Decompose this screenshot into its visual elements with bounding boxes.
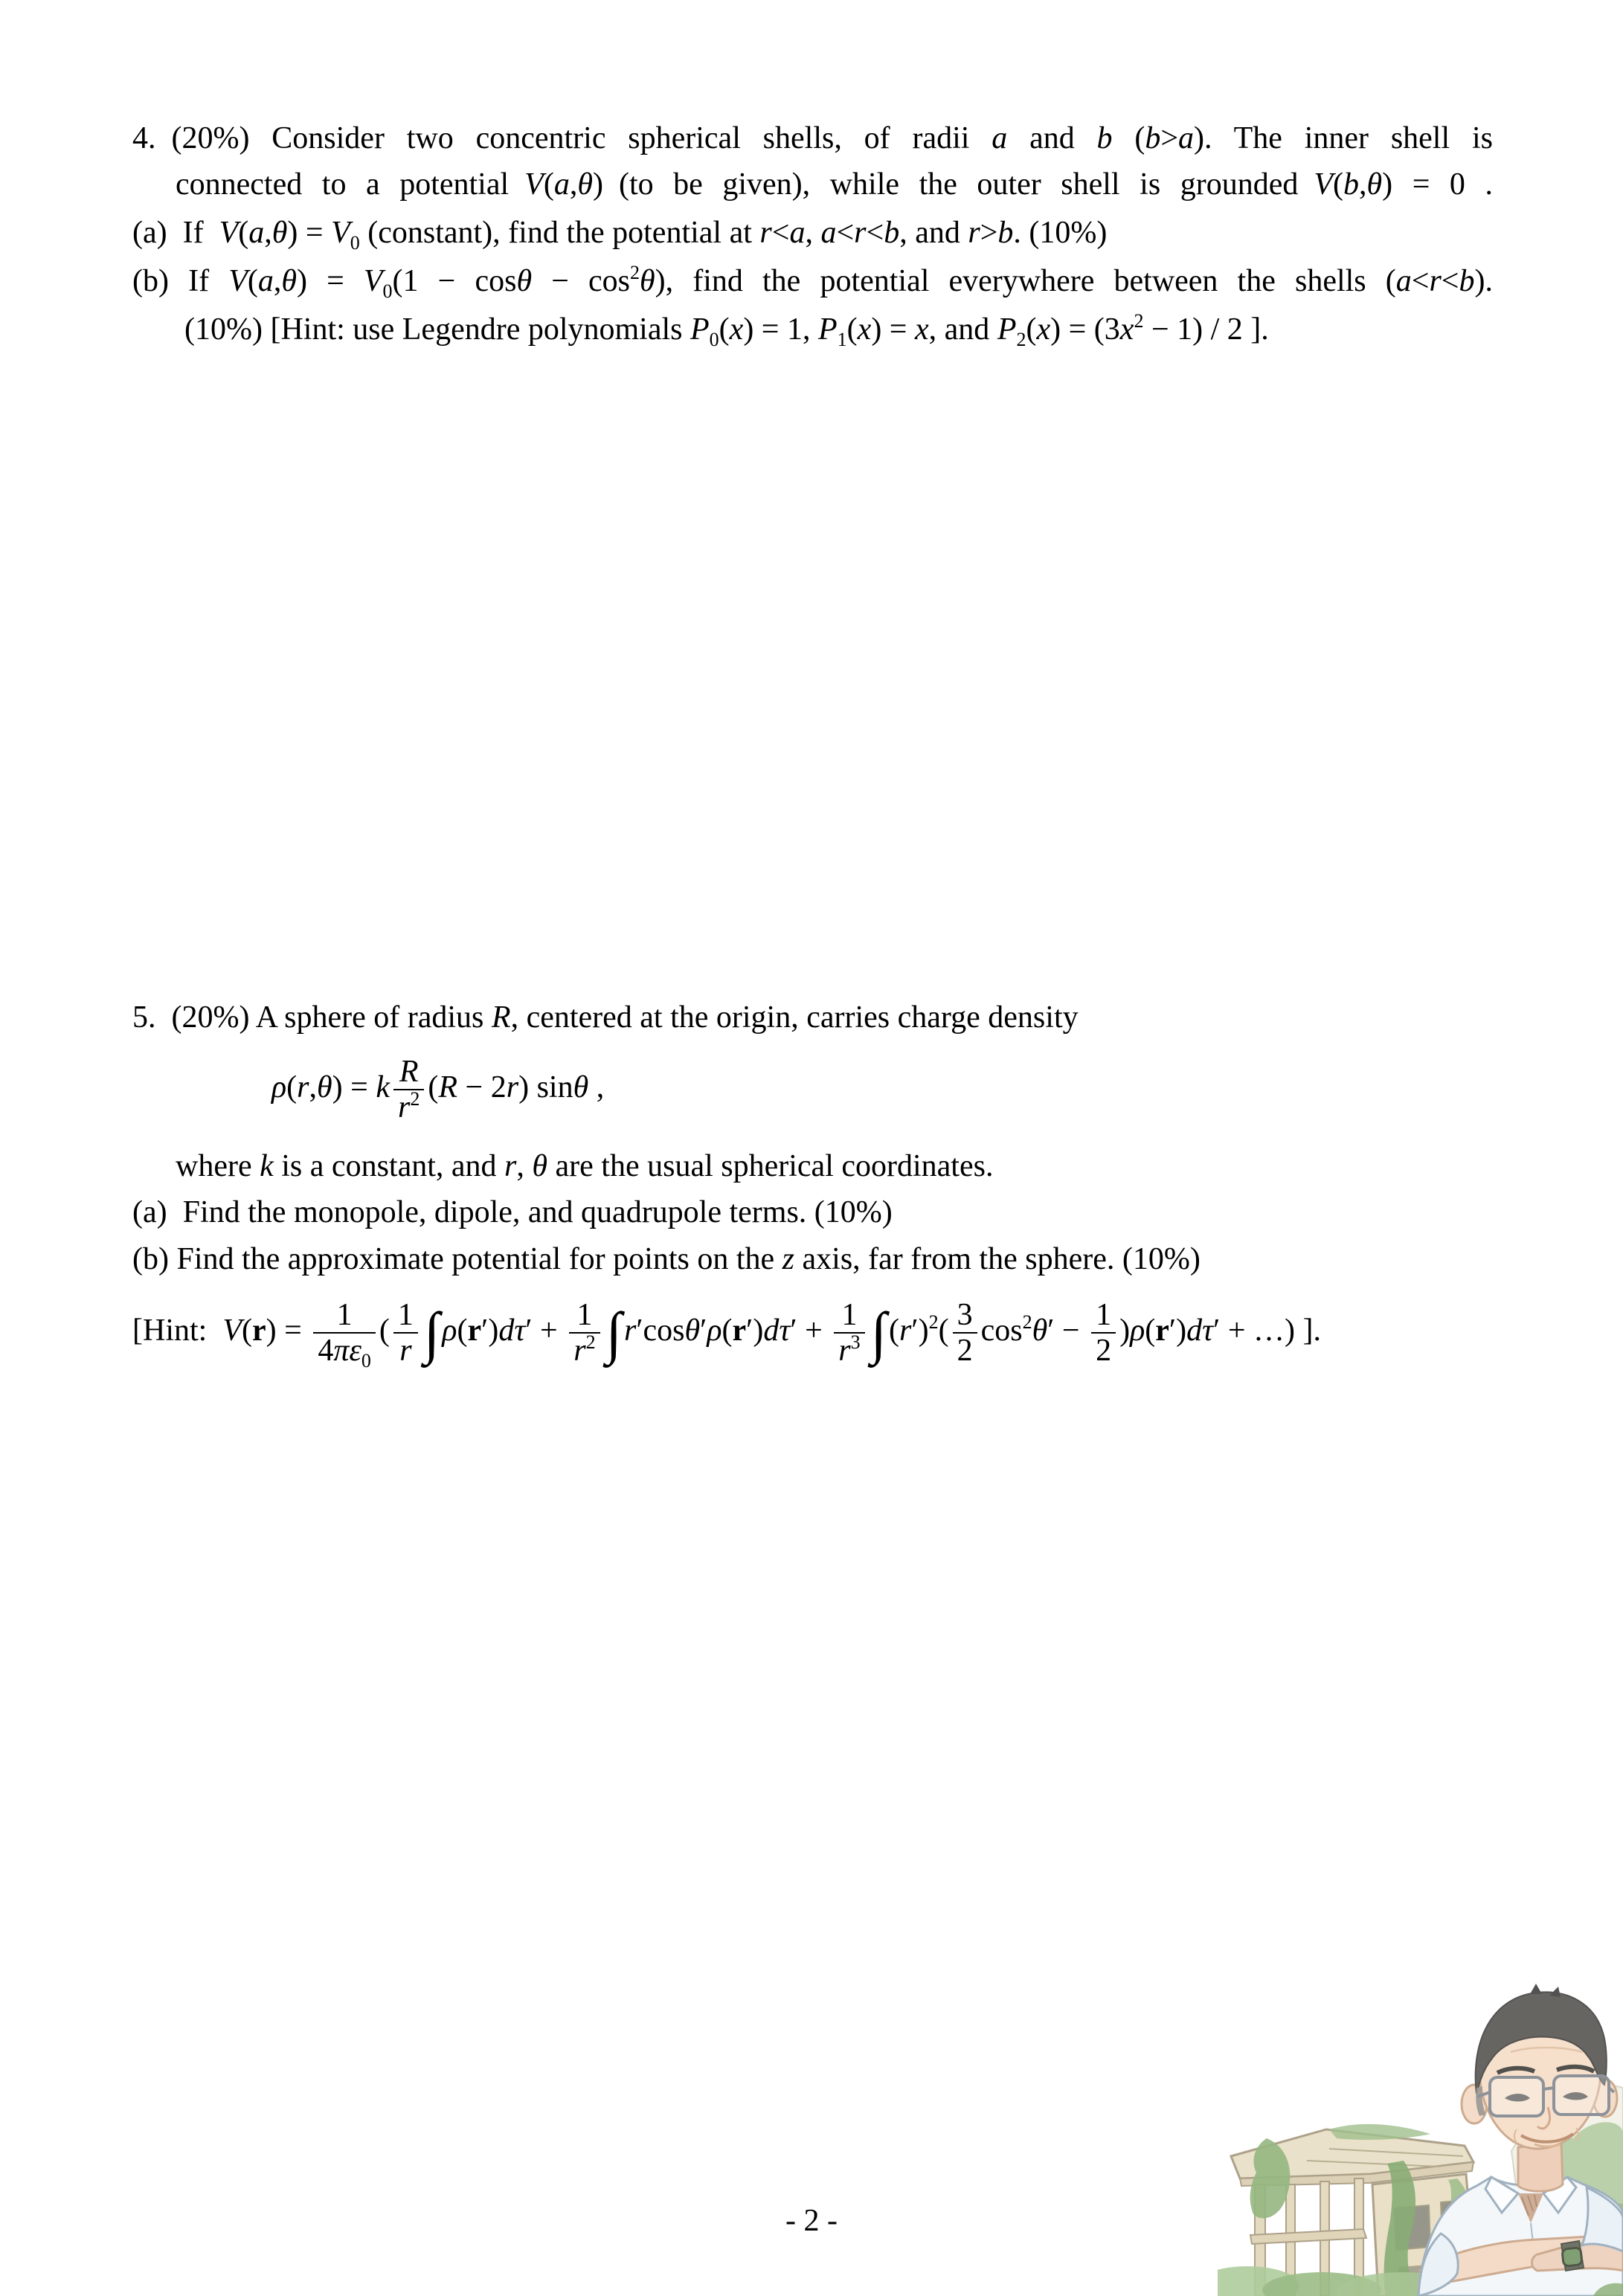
q4-line-1: 4. (20%) Consider two concentric spherical shells, of radii a and b (b>a). The inner shell is [132,121,1493,155]
integral-sign: ∫ [605,1300,622,1366]
fraction: $\frac{1}{4\pi\varepsilon_0}$ [313,1299,376,1368]
fraction: $\frac{1}{r}$ [393,1299,418,1368]
professor-illustration [1218,1961,1623,2296]
q5-item-b: (b) Find the approximate potential for points on the z axis, far from the sphere. (10%) [132,1242,1201,1276]
integral-sign: ∫ [423,1300,440,1366]
q5-charge-density-formula: ρ(r,θ) = k $\frac{R}{r^2}$ (R − 2r) sinθ , [271,1054,605,1125]
q4-hint-line: (10%) [Hint: use Legendre polynomials $P_0(x) = 1$, $P_1(x) = x$, and $P_2(x) = (3x^2 - 1) / 2$ ]. [184,310,1269,350]
q5-where-line: where k is a constant, and r, θ are the usual spherical coordinates. [176,1149,994,1183]
professor-illustration-svg [1218,1961,1623,2296]
q5-title-line: 5. (20%) A sphere of radius R, centered at the origin, carries charge density [132,1000,1079,1035]
integral-sign: ∫ [870,1300,887,1366]
page-number: - 2 - [785,2204,838,2238]
q4-line-2: connected to a potential V(a,θ) (to be given), while the outer shell is grounded V(b,θ) = 0 . [176,167,1493,202]
fraction: $\frac{1}{2}$ [1091,1299,1116,1368]
fraction: $\frac{1}{r^3}$ [834,1299,864,1368]
watch-face [1562,2248,1582,2266]
q5-hint-formula: [Hint: V(r) = $\frac{1}{4\pi\varepsilon_0}$ ( $\frac{1}{r}$ ∫ρ(r′)dτ′ + $\frac{1}{r^2}$ ∫r′cosθ′ρ(r′)dτ′ + $\frac{1}{r^3}$ $\int(r')^2$( $\frac{3}{2}$ $\cos^2\theta'$ − $\frac{1}{2}$ )ρ(r′)dτ′ + …) ]. [132,1297,1321,1372]
q4-item-b: (b) If $V(a,\theta) = V_0(1 - \cos\theta - \cos^2\theta)$, find the potential everywhere between the shells (a<r<b). [132,262,1493,302]
q5-item-a: (a) Find the monopole, dipole, and quadrupole terms. (10%) [132,1195,893,1229]
neck [1518,2143,1563,2191]
fraction: $\frac{3}{2}$ [953,1299,977,1368]
q4-item-a: (a) If $V(a,\theta) = V_0$ (constant), find the potential at r<a, a<r<b, and r>b. (10%) [132,216,1108,254]
fraction: $\frac{1}{r^2}$ [569,1299,600,1368]
fraction: $\frac{R}{r^2}$ [393,1055,424,1125]
